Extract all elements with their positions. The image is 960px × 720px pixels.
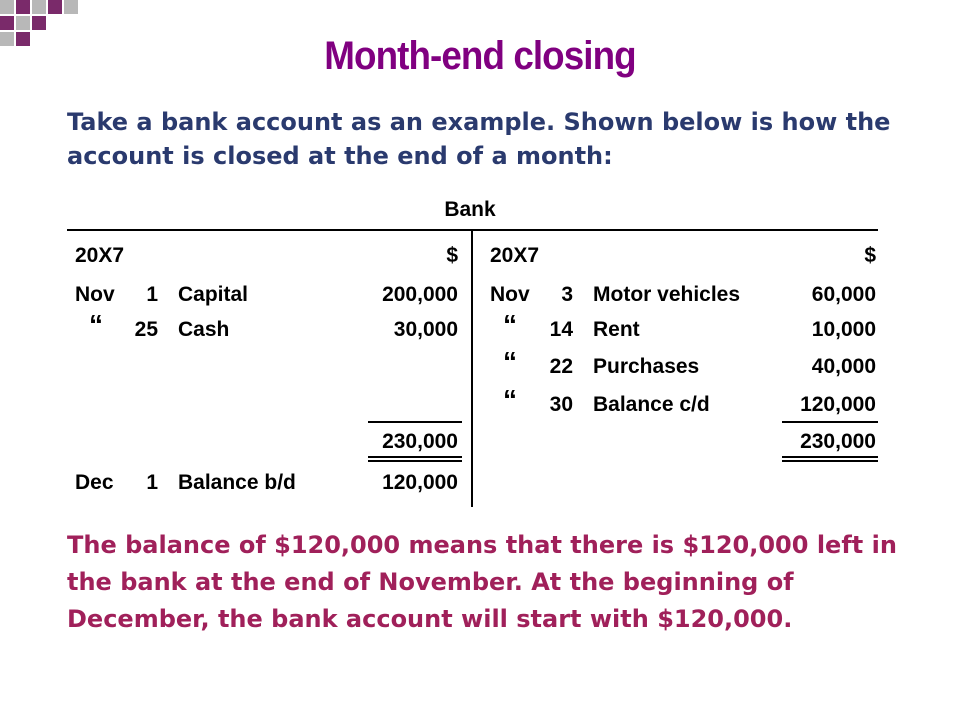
credit-total: 230,000	[800, 430, 876, 453]
credit-row-3-particulars: Purchases	[593, 355, 700, 378]
debit-row-1-day: 1	[146, 283, 158, 306]
credit-row-3-month: “	[503, 346, 517, 377]
debit-total-double-line-2	[368, 460, 462, 462]
debit-row-1-month: Nov	[75, 283, 115, 306]
credit-row-2-month: “	[503, 309, 517, 340]
credit-row-4-month: “	[503, 384, 517, 415]
credit-year: 20X7	[490, 244, 540, 267]
credit-currency: $	[864, 244, 876, 267]
account-name: Bank	[444, 198, 496, 221]
debit-bd-day: 1	[146, 471, 158, 494]
slide-title: Month-end closing	[324, 34, 636, 78]
credit-total-double-line-2	[782, 460, 878, 462]
t-account-divider	[471, 229, 473, 507]
credit-row-4-day: 30	[549, 393, 573, 416]
debit-total-top-line	[368, 421, 462, 423]
debit-row-2-month: “	[89, 309, 103, 340]
credit-row-2-day: 14	[549, 318, 573, 341]
credit-row-3-day: 22	[549, 355, 573, 378]
credit-row-2-particulars: Rent	[593, 318, 640, 341]
credit-row-2-amount: 10,000	[811, 318, 876, 341]
credit-total-double-line-1	[782, 456, 878, 458]
debit-bd-particulars: Balance b/d	[178, 471, 296, 494]
credit-row-1-amount: 60,000	[811, 283, 876, 306]
credit-row-3-amount: 40,000	[811, 355, 876, 378]
credit-row-1-day: 3	[561, 283, 573, 306]
debit-row-2-amount: 30,000	[393, 318, 458, 341]
debit-year: 20X7	[75, 244, 125, 267]
credit-row-4-particulars: Balance c/d	[593, 393, 710, 416]
credit-row-1-particulars: Motor vehicles	[593, 283, 741, 306]
debit-row-1-particulars: Capital	[178, 283, 249, 306]
debit-bd-amount: 120,000	[382, 471, 458, 494]
intro-text: Take a bank account as an example. Shown below is how the account is closed at the end of a month:	[67, 108, 891, 170]
credit-row-4-amount: 120,000	[800, 393, 876, 416]
debit-currency: $	[446, 244, 458, 267]
credit-total-top-line	[782, 421, 878, 423]
debit-total: 230,000	[382, 430, 458, 453]
debit-bd-month: Dec	[75, 471, 114, 494]
credit-row-1-month: Nov	[490, 283, 530, 306]
debit-total-double-line-1	[368, 456, 462, 458]
debit-row-2-particulars: Cash	[178, 318, 230, 341]
debit-row-1-amount: 200,000	[382, 283, 458, 306]
closing-text: The balance of $120,000 means that there is $120,000 left in the bank at the end of November. At the beginning of December, the bank account will start with $120,000.	[67, 531, 897, 633]
debit-row-2-day: 25	[134, 318, 158, 341]
